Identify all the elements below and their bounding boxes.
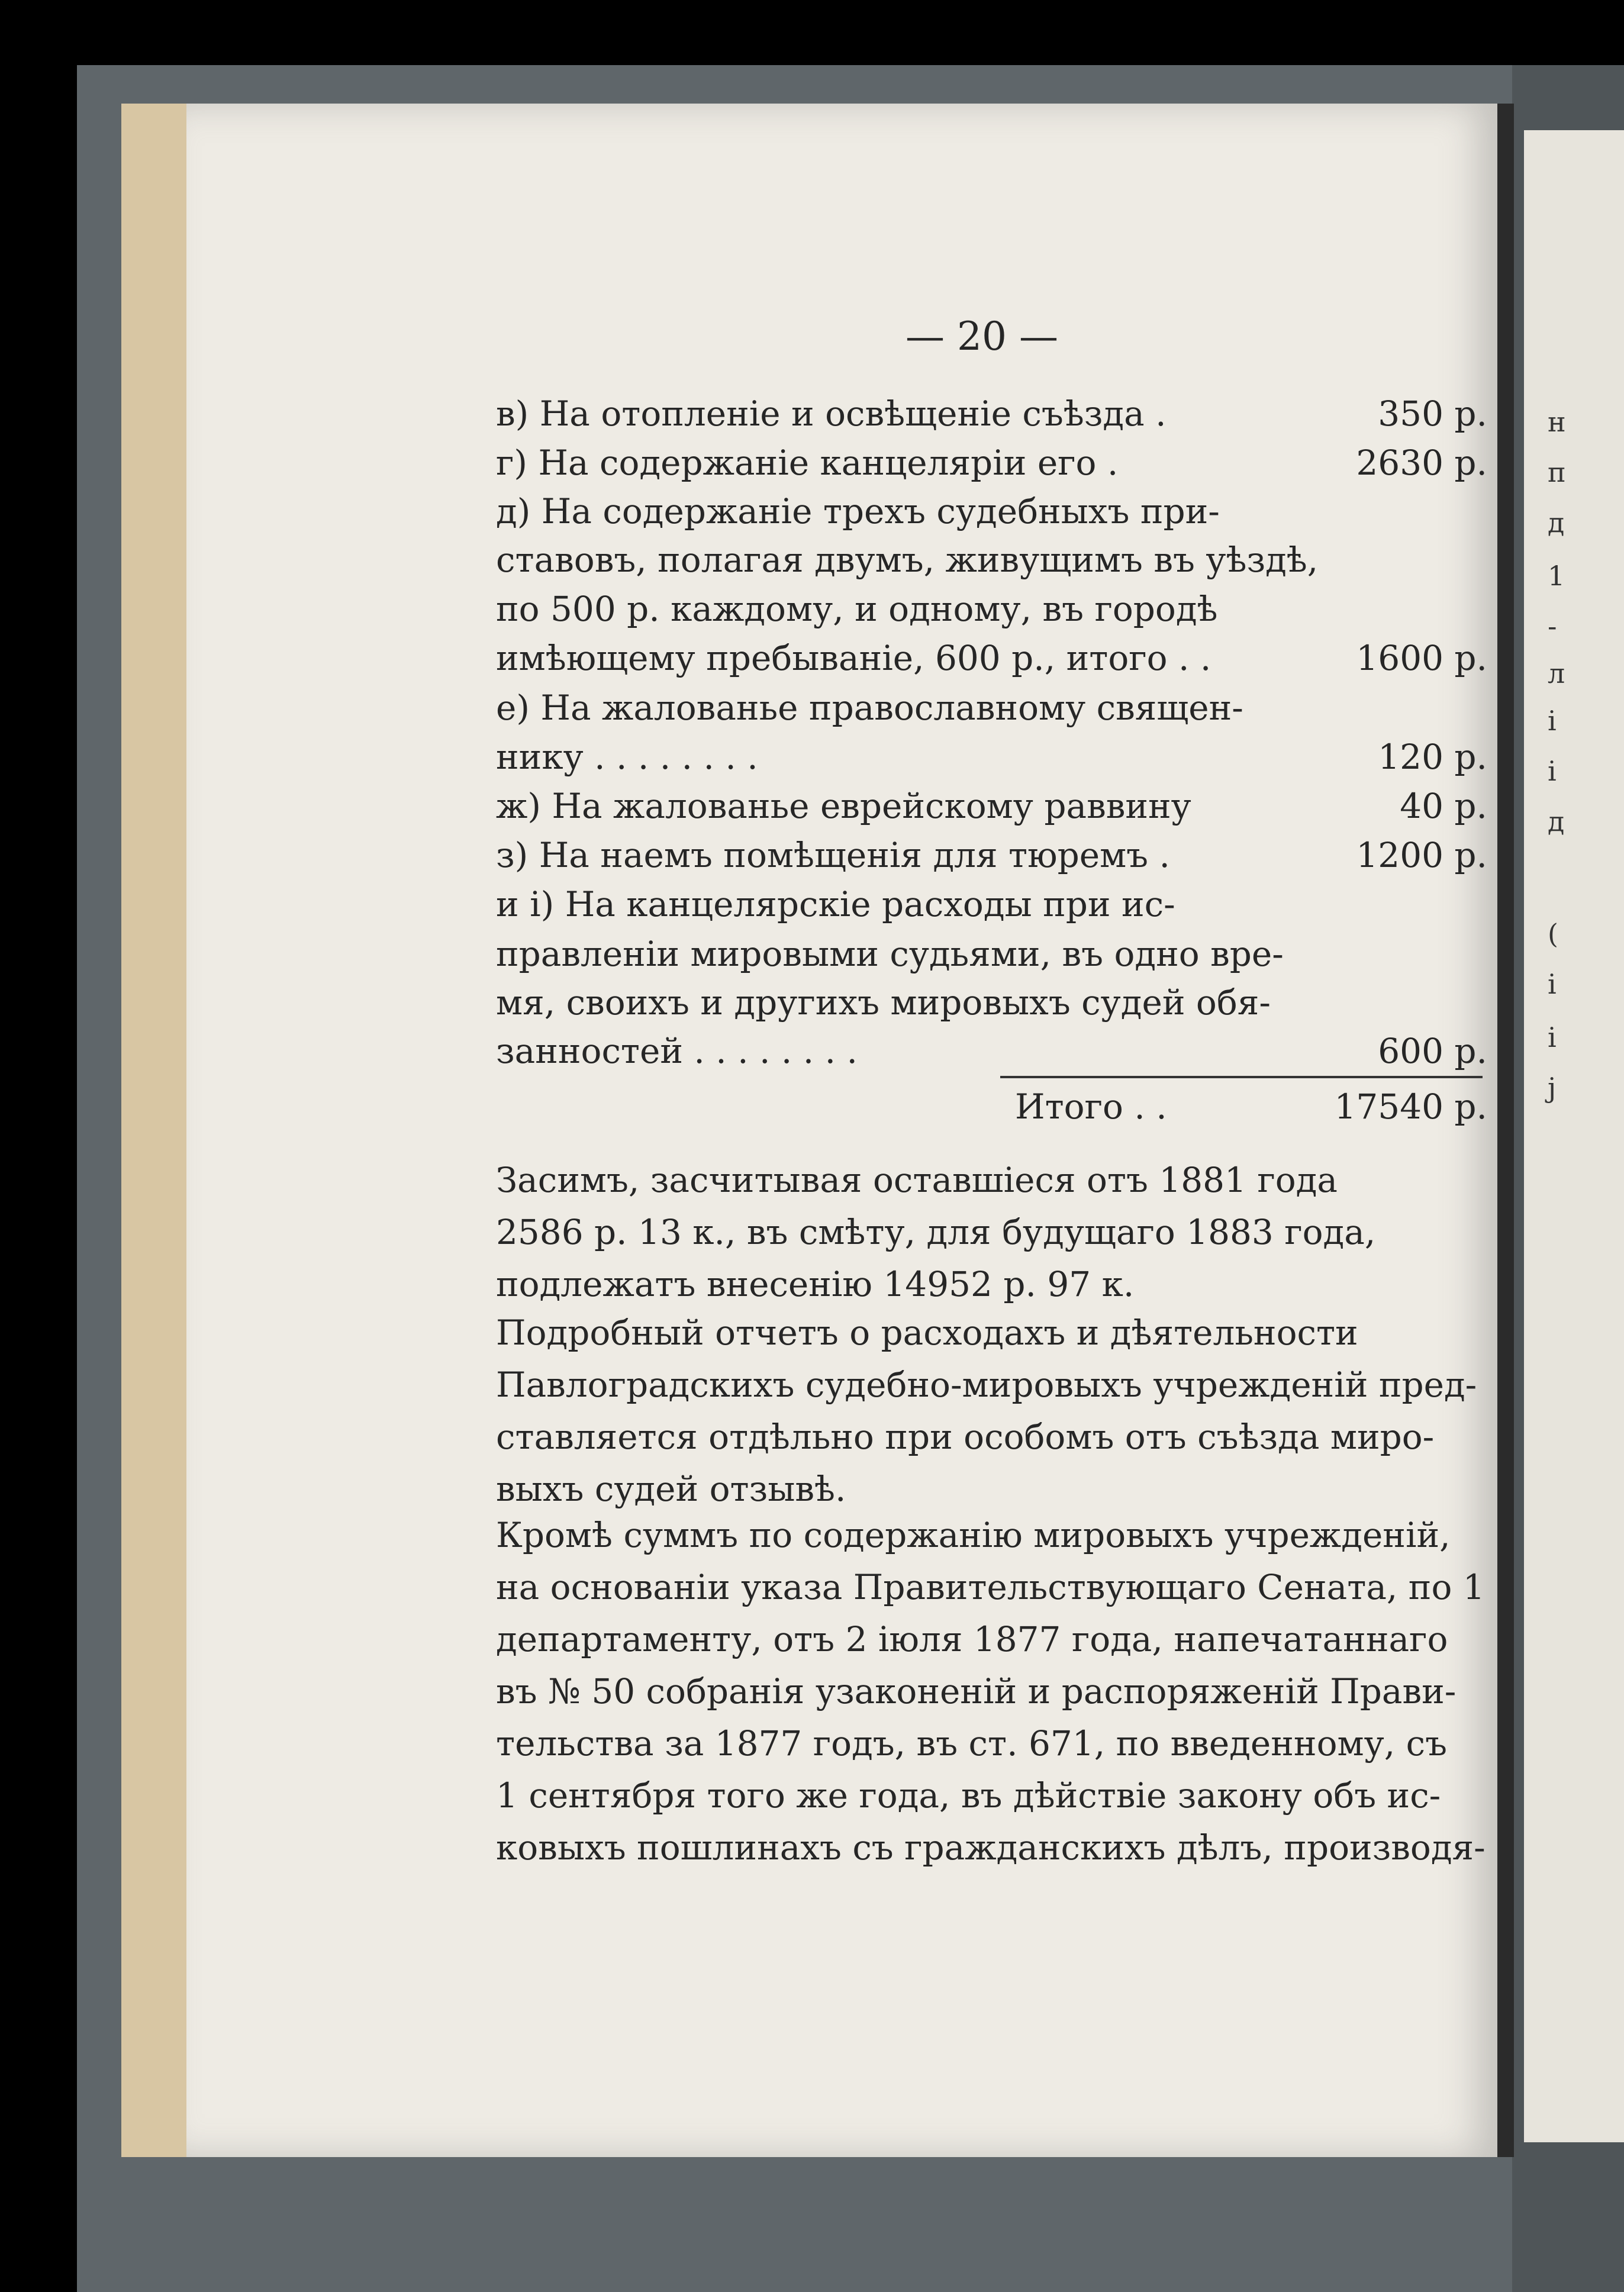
paragraph-duties (496, 1515, 1487, 1880)
ledger-row (496, 540, 1487, 580)
adjacent-fragment: і (1548, 1021, 1557, 1053)
paragraph-line: Кромѣ суммъ по содержанію мировыхъ учрежденій, (496, 1515, 1451, 1555)
adjacent-page (1524, 130, 1624, 2142)
paragraph-line: Подробный отчетъ о расходахъ и дѣятельности (496, 1313, 1358, 1353)
ledger-row (496, 638, 1487, 678)
paragraph-line: на основаніи указа Правительствующаго Сената, по 1 (496, 1567, 1485, 1607)
adjacent-fragment: п (1548, 456, 1566, 488)
total-label: Итого . . (1015, 1087, 1167, 1127)
ledger-row (496, 394, 1487, 434)
adjacent-fragment: i (1548, 705, 1557, 737)
ledger-item: имѣющему пребываніе, 600 р., итого . . (496, 638, 1211, 678)
adjacent-fragment: - (1548, 610, 1557, 642)
ledger-amount: 1600 р. (1356, 638, 1487, 678)
paragraph-line: подлежатъ внесенію 14952 р. 97 к. (496, 1264, 1135, 1304)
ledger-item: и i) На канцелярскіе расходы при ис- (496, 884, 1175, 924)
paragraph-line: выхъ судей отзывѣ. (496, 1469, 846, 1509)
adjacent-fragment: і (1548, 968, 1557, 1000)
ledger-row (496, 1031, 1487, 1071)
ledger-amount: 1200 р. (1356, 835, 1487, 875)
ledger-amount: 120 р. (1378, 737, 1487, 777)
ledger-row (496, 934, 1487, 974)
ledger-row (496, 786, 1487, 826)
total-row (1015, 1087, 1487, 1127)
total-amount: 17540 р. (1334, 1087, 1487, 1127)
paragraph-line: Павлоградскихъ судебно-мировыхъ учрежденій пред- (496, 1365, 1477, 1405)
ledger-amount: 350 р. (1378, 394, 1487, 434)
paragraph-line: 1 сентября того же года, въ дѣйствіе закону объ ис- (496, 1775, 1441, 1816)
paragraph-remainder (496, 1160, 1487, 1316)
ledger-item: е) На жалованье православному священ- (496, 688, 1243, 728)
ledger-row (496, 443, 1487, 483)
adjacent-fragment: д (1548, 507, 1565, 539)
page-stack-edge (121, 104, 192, 2157)
book-gutter (1497, 104, 1514, 2157)
paragraph-report (496, 1313, 1487, 1521)
ledger-row (496, 589, 1487, 629)
ledger-row (496, 491, 1487, 531)
page-number: — 20 — (906, 314, 1058, 359)
paragraph-line: въ № 50 собранія узаконеній и распоряженій Прави- (496, 1671, 1457, 1711)
ledger-item: д) На содержаніе трехъ судебныхъ при- (496, 491, 1220, 531)
ledger-amount: 600 р. (1378, 1031, 1487, 1071)
ledger-item: по 500 р. каждому, и одному, въ городѣ (496, 589, 1218, 629)
adjacent-fragment: ( (1548, 918, 1558, 950)
ledger-item: ж) На жалованье еврейскому раввину (496, 786, 1191, 826)
ledger-amount: 2630 р. (1356, 443, 1487, 483)
ledger-row (496, 835, 1487, 875)
paragraph-line: ставляется отдѣльно при особомъ отъ съѣзда миро- (496, 1417, 1435, 1457)
ledger-item: правленіи мировыми судьями, въ одно вре- (496, 934, 1284, 974)
ledger-item: з) На наемъ помѣщенія для тюремъ . (496, 835, 1170, 875)
paragraph-line: 2586 р. 13 к., въ смѣту, для будущаго 1883 года, (496, 1212, 1376, 1252)
paragraph-line: Засимъ, засчитывая оставшіеся отъ 1881 года (496, 1160, 1338, 1200)
ledger-item: мя, своихъ и другихъ мировыхъ судей обя- (496, 982, 1271, 1023)
ledger-row (496, 884, 1487, 924)
ledger-item: ставовъ, полагая двумъ, живущимъ въ уѣздѣ, (496, 540, 1319, 580)
adjacent-fragment: 1 (1548, 560, 1565, 592)
ledger-item: занностей . . . . . . . . (496, 1031, 858, 1071)
ledger-item: г) На содержаніе канцеляріи его . (496, 443, 1119, 483)
paragraph-line: ковыхъ пошлинахъ съ гражданскихъ дѣлъ, производя- (496, 1827, 1486, 1868)
adjacent-fragment: д (1548, 805, 1565, 837)
ledger-row (496, 688, 1487, 728)
adjacent-fragment: j (1548, 1072, 1557, 1104)
paragraph-line: тельства за 1877 годъ, въ ст. 671, по введенному, съ (496, 1723, 1447, 1764)
ledger-item: в) На отопленіе и освѣщеніе съѣзда . (496, 394, 1167, 434)
ledger-row (496, 737, 1487, 777)
total-rule (1000, 1076, 1483, 1078)
ledger-item: нику . . . . . . . . (496, 737, 758, 777)
adjacent-fragment: л (1548, 657, 1565, 689)
adjacent-fragment: н (1548, 406, 1566, 438)
paragraph-line: департаменту, отъ 2 іюля 1877 года, напечатаннаго (496, 1619, 1448, 1659)
ledger-amount: 40 р. (1400, 786, 1487, 826)
ledger-row (496, 982, 1487, 1023)
adjacent-fragment: і (1548, 755, 1557, 787)
